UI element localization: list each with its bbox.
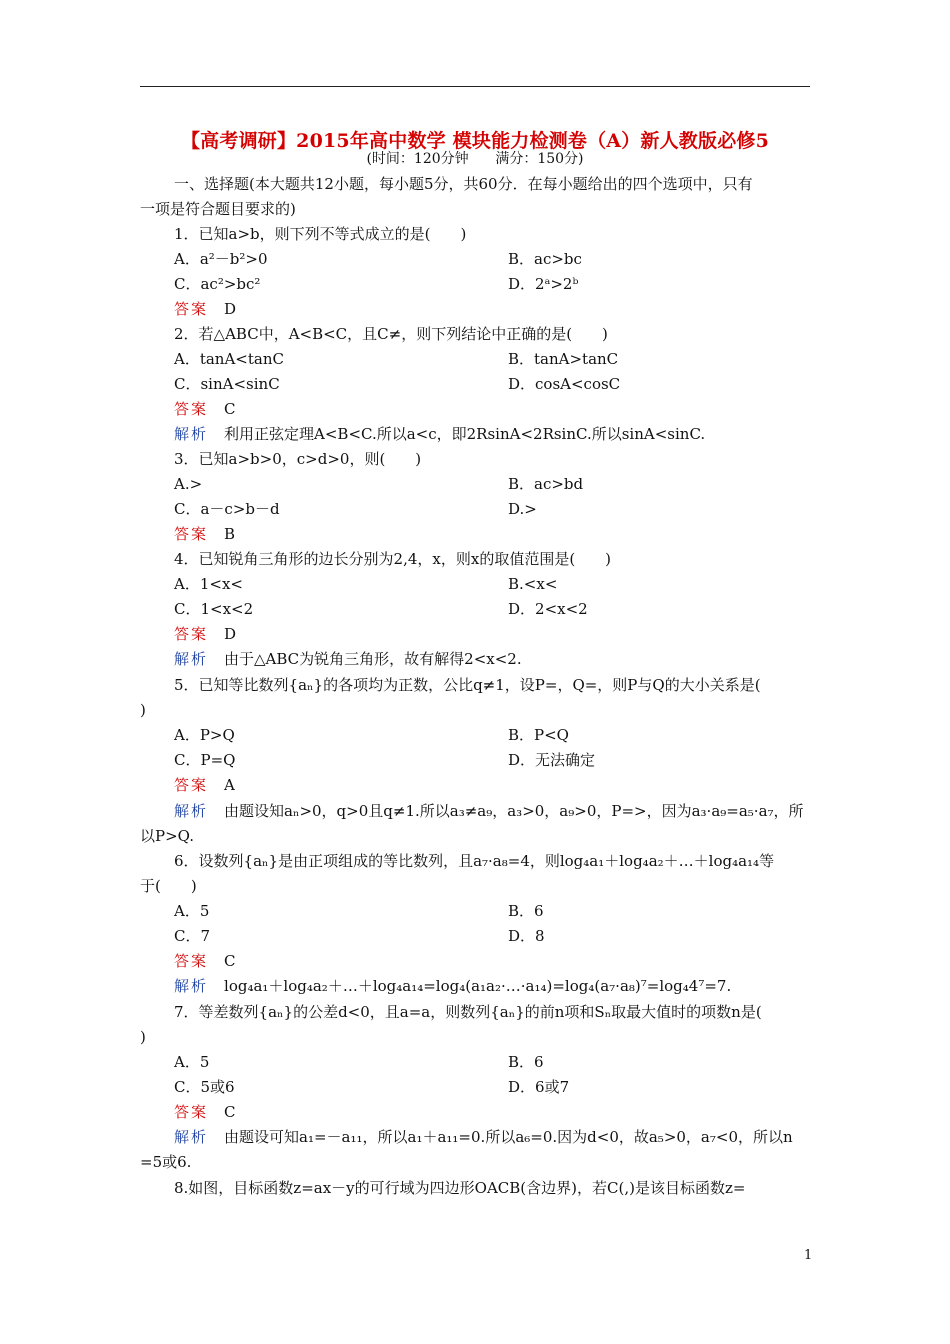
q6-stem: 6．设数列{aₙ}是由正项组成的等比数列，且a₇·a₈=4，则log₄a₁＋log₄a₂＋…＋log₄a₁₄等 xyxy=(174,852,775,870)
header-rule xyxy=(140,86,810,87)
q1-option-c: C．ac²>bc² xyxy=(174,275,261,293)
section-intro-cont: 一项是符合题目要求的) xyxy=(140,200,296,218)
analysis-label: 解析 xyxy=(174,977,209,995)
answer-label: 答案 xyxy=(174,300,209,318)
q2-stem: 2．若△ABC中，A<B<C，且C≠，则下列结论中正确的是( ) xyxy=(174,325,608,343)
q2-answer xyxy=(174,399,236,419)
q2-analysis xyxy=(174,424,705,444)
q6-stem-cont: 于( ) xyxy=(140,877,197,895)
q1-answer-value: D xyxy=(224,300,237,318)
q4-answer-value: D xyxy=(224,625,237,643)
q1-answer xyxy=(174,299,236,319)
analysis-label: 解析 xyxy=(174,425,209,443)
q3-answer xyxy=(174,524,235,544)
q7-answer-value: C xyxy=(224,1103,236,1121)
q4-option-c: C．1<x<2 xyxy=(174,600,254,618)
analysis-label: 解析 xyxy=(174,1128,209,1146)
answer-label: 答案 xyxy=(174,776,209,794)
q1-option-b: B．ac>bc xyxy=(508,250,582,268)
q5-option-c: C．P=Q xyxy=(174,751,236,769)
q6-analysis xyxy=(174,976,731,996)
q7-analysis xyxy=(174,1127,793,1147)
q3-option-a: A.> xyxy=(174,475,203,493)
q4-analysis xyxy=(174,649,522,669)
analysis-label: 解析 xyxy=(174,650,209,668)
analysis-label: 解析 xyxy=(174,802,209,820)
q4-option-d: D．2<x<2 xyxy=(508,600,588,618)
q2-answer-value: C xyxy=(224,400,236,418)
q7-stem-cont: ) xyxy=(140,1028,146,1046)
q5-answer-value: A xyxy=(224,776,235,794)
page-number: 1 xyxy=(804,1248,813,1263)
answer-label: 答案 xyxy=(174,1103,209,1121)
document-title: 【高考调研】2015年高中数学 模块能力检测卷（A）新人教版必修5 xyxy=(180,130,770,152)
q5-stem-cont: ) xyxy=(140,701,146,719)
q1-option-a: A．a²－b²>0 xyxy=(174,250,268,268)
q2-option-a: A．tanA<tanC xyxy=(174,350,284,368)
q3-option-d: D.> xyxy=(508,500,537,518)
q1-option-d: D．2ᵃ>2ᵇ xyxy=(508,275,579,293)
q7-option-a: A．5 xyxy=(174,1053,210,1071)
q6-option-c: C．7 xyxy=(174,927,211,945)
q4-answer xyxy=(174,624,236,644)
q6-answer xyxy=(174,951,236,971)
q6-answer-value: C xyxy=(224,952,236,970)
q5-analysis-cont: 以P>Q. xyxy=(140,827,194,845)
q2-option-d: D．cosA<cosC xyxy=(508,375,621,393)
q5-option-a: A．P>Q xyxy=(174,726,235,744)
q1-stem: 1．已知a>b，则下列不等式成立的是( ) xyxy=(174,225,467,243)
q5-option-d: D．无法确定 xyxy=(508,751,596,769)
answer-label: 答案 xyxy=(174,525,209,543)
q5-option-b: B．P<Q xyxy=(508,726,569,744)
q4-option-a: A．1<x< xyxy=(174,575,243,593)
answer-label: 答案 xyxy=(174,952,209,970)
document-subtitle: (时间：120分钟 满分：150分) xyxy=(366,151,584,167)
q6-option-b: B．6 xyxy=(508,902,544,920)
q7-option-b: B．6 xyxy=(508,1053,544,1071)
q3-stem: 3．已知a>b>0，c>d>0，则( ) xyxy=(174,450,422,468)
q7-analysis-cont: =5或6. xyxy=(140,1153,192,1171)
section-intro: 一、选择题(本大题共12小题，每小题5分，共60分．在每小题给出的四个选项中，只有 xyxy=(174,175,753,193)
answer-label: 答案 xyxy=(174,400,209,418)
q4-analysis-text: 由于△ABC为锐角三角形，故有解得2<x<2. xyxy=(224,650,522,668)
q7-analysis-text: 由题设可知a₁=－a₁₁，所以a₁＋a₁₁=0.所以a₆=0.因为d<0，故a₅>0，a₇<0，所以n xyxy=(224,1128,793,1146)
q2-option-c: C．sinA<sinC xyxy=(174,375,280,393)
q5-analysis xyxy=(174,801,804,821)
q7-option-d: D．6或7 xyxy=(508,1078,570,1096)
q6-option-a: A．5 xyxy=(174,902,210,920)
q8-stem: 8.如图，目标函数z=ax－y的可行域为四边形OACB(含边界)，若C(,)是该目标函数z= xyxy=(174,1179,746,1197)
q7-option-c: C．5或6 xyxy=(174,1078,235,1096)
q6-analysis-text: log₄a₁＋log₄a₂＋…＋log₄a₁₄=log₄(a₁a₂·…·a₁₄)=log₄(a₇·a₈)⁷=log₄4⁷=7. xyxy=(224,977,732,995)
q4-option-b: B.<x< xyxy=(508,575,558,593)
q3-option-c: C．a－c>b－d xyxy=(174,500,280,518)
q7-answer xyxy=(174,1102,236,1122)
q5-answer xyxy=(174,775,235,795)
q4-stem: 4．已知锐角三角形的边长分别为2,4，x，则x的取值范围是( ) xyxy=(174,550,612,568)
q2-option-b: B．tanA>tanC xyxy=(508,350,619,368)
q3-answer-value: B xyxy=(224,525,236,543)
q3-option-b: B．ac>bd xyxy=(508,475,584,493)
answer-label: 答案 xyxy=(174,625,209,643)
q2-analysis-text: 利用正弦定理A<B<C.所以a<c，即2RsinA<2RsinC.所以sinA<sinC. xyxy=(224,425,706,443)
q5-analysis-text: 由题设知aₙ>0，q>0且q≠1.所以a₃≠a₉，a₃>0，a₉>0，P=>，因为a₃·a₉=a₅·a₇，所 xyxy=(224,802,804,820)
q5-stem: 5．已知等比数列{aₙ}的各项均为正数，公比q≠1，设P=，Q=，则P与Q的大小关系是( xyxy=(174,676,761,694)
q7-stem: 7．等差数列{aₙ}的公差d<0，且a=a，则数列{aₙ}的前n项和Sₙ取最大值时的项数n是( xyxy=(174,1003,762,1021)
q6-option-d: D．8 xyxy=(508,927,545,945)
